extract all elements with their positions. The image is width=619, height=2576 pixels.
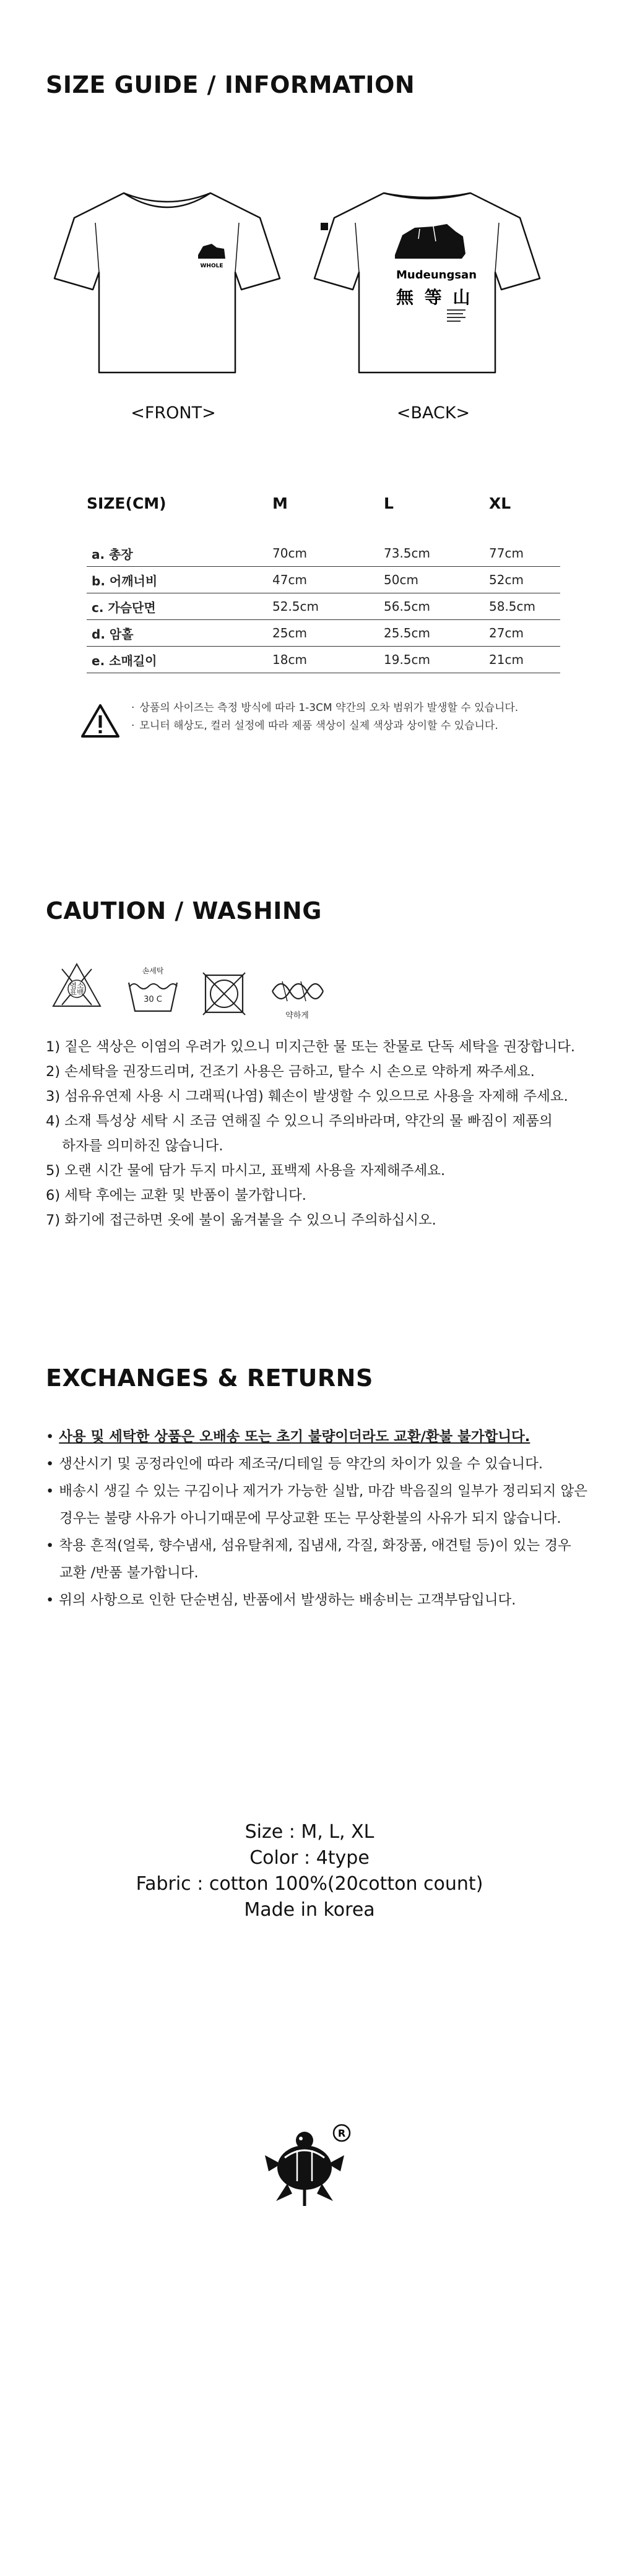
product-size: Size : M, L, XL (245, 1821, 374, 1843)
list-item: 3) 섬유유연제 사용 시 그래픽(나염) 훼손이 발생할 수 있으므로 사용을 자제해 주세요. (46, 1088, 568, 1105)
washing-instructions (46, 1035, 591, 1233)
list-item: • 위의 사항으로 인한 단순변심, 반품에서 발생하는 배송비는 고객부담입니다. (46, 1592, 516, 1608)
list-item: 1) 짙은 색상은 이염의 우려가 있으니 미지근한 물 또는 찬물로 단독 세탁을 권장합니다. (46, 1039, 576, 1055)
list-item: 4) 소재 특성상 세탁 시 조금 연해질 수 있으니 주의바라며, 약간의 물 빠짐이 제품의 (46, 1113, 553, 1129)
size-guide-title: SIZE GUIDE / INFORMATION (46, 71, 415, 98)
list-item: • 생산시기 및 공정라인에 따라 제조국/디테일 등 약간의 차이가 있을 수 있습니다. (46, 1456, 543, 1472)
header-l: L (384, 494, 394, 512)
turtle-logo-icon (260, 2119, 359, 2212)
hand-wash-icon: 손세탁 30 C (125, 960, 181, 1028)
wring-gently-icon: 약하게 (269, 960, 326, 1028)
header-xl: XL (489, 494, 511, 512)
front-tshirt-illustration (50, 186, 285, 377)
front-label: <FRONT> (131, 403, 216, 423)
header-m: M (272, 494, 288, 512)
table-row: d. 암홀 25cm 25.5cm 27cm (87, 620, 560, 647)
size-table-header (87, 486, 560, 520)
no-bleach-icon: 염소 표백 (51, 960, 103, 1028)
registered-mark: R (337, 2127, 346, 2139)
list-item: 5) 오랜 시간 물에 담가 두지 마시고, 표백제 사용을 자제해주세요. (46, 1163, 446, 1179)
caution-title: CAUTION / WASHING (46, 897, 322, 924)
product-origin: Made in korea (244, 1899, 375, 1921)
front-print-text: WHOLE (200, 263, 223, 269)
table-row: b. 어깨너비 47cm 50cm 52cm (87, 567, 560, 593)
warning-icon (80, 703, 120, 739)
notice-item: · 모니터 해상도, 컬러 설정에 따라 제품 색상이 실제 색상과 상이할 수 있습니다. (131, 717, 518, 735)
no-tumble-dry-icon (199, 960, 249, 1028)
care-icons (51, 960, 373, 1028)
product-color: Color : 4type (249, 1847, 370, 1869)
header-size: SIZE(CM) (87, 494, 167, 512)
list-item: • 착용 흔적(얼룩, 향수냄새, 섬유탈취제, 집냄새, 각질, 화장품, 애견털 등)이 있는 경우 교환 /반품 불가합니다. (46, 1538, 571, 1581)
table-row: e. 소매길이 18cm 19.5cm 21cm (87, 647, 560, 673)
list-item: 하자를 의미하진 않습니다. (62, 1138, 223, 1154)
list-item: 6) 세탁 후에는 교환 및 반품이 불가합니다. (46, 1187, 306, 1204)
table-row: a. 총장 70cm 73.5cm 77cm (87, 540, 560, 567)
sleeve-tag (321, 223, 328, 230)
list-item: • 배송시 생길 수 있는 구김이나 제거가 가능한 실밥, 마감 박음질의 일부가 정리되지 않은 경우는 불량 사유가 아니기때문에 무상교환 또는 무상환불의 사유가 되지 않습니다. (46, 1483, 587, 1527)
product-fabric: Fabric : cotton 100%(20cotton count) (136, 1873, 483, 1895)
back-tshirt-illustration (310, 186, 545, 377)
back-print-name: Mudeungsan (396, 269, 477, 282)
size-table (87, 486, 560, 673)
list-item: • 사용 및 세탁한 상품은 오배송 또는 초기 불량이더라도 교환/환불 불가합니다. (46, 1429, 530, 1445)
back-print-hanja: 無 等 山 (396, 287, 473, 308)
exchange-policy (46, 1423, 591, 1614)
product-info (0, 1819, 619, 1923)
notice-item: · 상품의 사이즈는 측정 방식에 따라 1-3CM 약간의 오차 범위가 발생할 수 있습니다. (131, 699, 518, 717)
list-item: 2) 손세탁을 권장드리며, 건조기 사용은 금하고, 탈수 시 손으로 약하게 짜주세요. (46, 1064, 535, 1080)
exchanges-title: EXCHANGES & RETURNS (46, 1364, 373, 1392)
back-label: <BACK> (396, 403, 470, 423)
table-row: c. 가슴단면 52.5cm 56.5cm 58.5cm (87, 593, 560, 620)
list-item: 7) 화기에 접근하면 옷에 불이 옮겨붙을 수 있으니 주의하십시오. (46, 1212, 436, 1228)
